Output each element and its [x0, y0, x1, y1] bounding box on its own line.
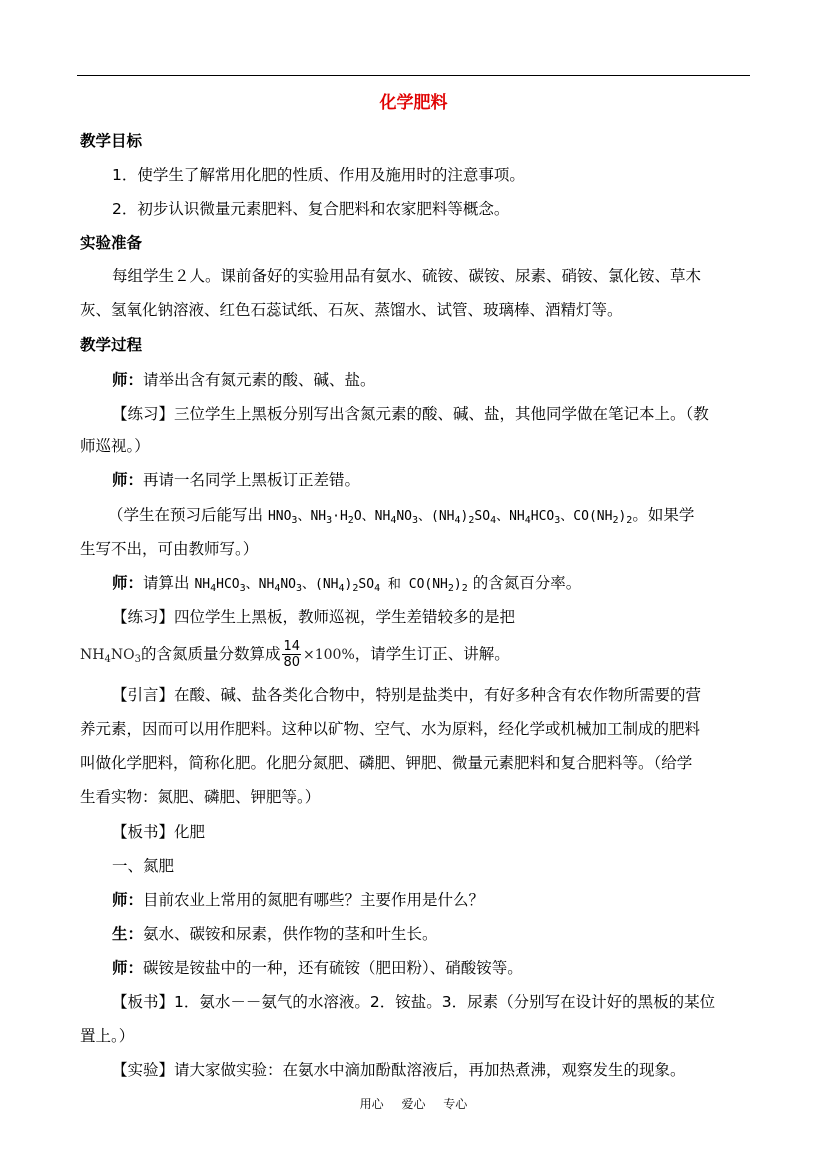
teacher-label: 师：	[112, 371, 144, 389]
paragraph-text: ，请学生订正、讲解。	[354, 645, 510, 663]
board-label: 【板书】	[112, 823, 175, 841]
paragraph-teacher-1	[112, 369, 376, 391]
header-rule	[77, 75, 750, 76]
teacher-label: 师：	[112, 891, 144, 909]
paragraph-board-2-cont: 置上。）	[80, 1027, 135, 1045]
paragraph-board-1	[112, 821, 205, 843]
section-heading-process: 教学过程	[80, 336, 143, 354]
paragraph-text: 。如果学	[632, 506, 695, 524]
practice-label: 【练习】	[112, 405, 175, 423]
chemical-formula-list: $HNO_3$、$NH_3\cdot H_2O$、$NH_4NO_3$、$(NH_4)_2SO_4$、$NH_4HCO_3$、$CO(NH_2)_2$	[267, 509, 633, 526]
paragraph-experiment	[112, 1059, 686, 1081]
paragraph-text: 三位学生上黑板分别写出含氮元素的酸、碱、盐，其他同学做在笔记本上。（教	[174, 405, 709, 423]
goal-item-1: 1．使学生了解常用化肥的性质、作用及施用时的注意事项。	[112, 166, 525, 184]
paragraph-teacher-3	[112, 572, 581, 596]
teacher-label: 师：	[112, 574, 144, 592]
paragraph-text: 的含氮质量分数算成	[140, 645, 281, 663]
paragraph-text: 在酸、碱、盐各类化合物中，特别是盐类中，有好多种含有农作物所需要的营	[174, 686, 702, 704]
paragraph-teacher-5	[112, 957, 523, 979]
paragraph-practice-2	[112, 606, 515, 628]
subheading-nitrogen: 一、氮肥	[112, 857, 175, 875]
formula-line	[80, 636, 510, 673]
paragraph-intro-4: 生看实物：氮肥、磷肥、钾肥等。）	[80, 788, 321, 806]
paragraph-formulas	[108, 504, 694, 528]
paragraph-text: 化肥	[174, 823, 206, 841]
paragraph-teacher-2	[112, 469, 360, 491]
student-label: 生：	[112, 925, 144, 943]
paragraph-teacher-4	[112, 889, 484, 911]
paragraph-text: 请算出	[143, 574, 195, 592]
paragraph-text: 的含氮百分率。	[467, 574, 582, 592]
paragraph-board-2	[112, 991, 715, 1013]
section-heading-prep: 实验准备	[80, 234, 143, 252]
paragraph-student-1	[112, 923, 438, 945]
practice-label: 【练习】	[112, 608, 175, 626]
paragraph-intro-3: 叫做化学肥料，简称化肥。化肥分氮肥、磷肥、钾肥、微量元素肥料和复合肥料等。（给学	[80, 754, 693, 772]
page-title: 化学肥料	[379, 93, 448, 113]
intro-label: 【引言】	[112, 686, 175, 704]
paragraph-text: 碳铵是铵盐中的一种，还有硫铵（肥田粉）、硝酸铵等。	[143, 959, 523, 977]
paragraph-text: 四位学生上黑板，教师巡视，学生差错较多的是把	[174, 608, 516, 626]
page-footer: 用心 爱心 专心	[359, 1097, 468, 1111]
paragraph-text: 1．氨水－－氨气的水溶液。2．铵盐。3．尿素（分别写在设计好的黑板的某位	[174, 993, 716, 1011]
prep-text-line-1: 每组学生２人。课前备好的实验用品有氨水、硫铵、碳铵、尿素、硝铵、氯化铵、草木	[112, 267, 702, 285]
paragraph-text: 请举出含有氮元素的酸、碱、盐。	[143, 371, 376, 389]
goal-item-2: 2．初步认识微量元素肥料、复合肥料和农家肥料等概念。	[112, 200, 510, 218]
prep-text-line-2: 灰、氢氧化钠溶液、红色石蕊试纸、石灰、蒸馏水、试管、玻璃棒、酒精灯等。	[80, 301, 623, 319]
paragraph-text: 氨水、碳铵和尿素，供作物的茎和叶生长。	[143, 925, 438, 943]
section-heading-goals: 教学目标	[80, 132, 143, 150]
paragraph-text: 请大家做实验：在氨水中滴加酚酞溶液后，再加热煮沸，观察发生的现象。	[174, 1061, 686, 1079]
paragraph-text: 目前农业上常用的氮肥有哪些？主要作用是什么？	[143, 891, 485, 909]
paragraph-intro-1	[112, 684, 701, 706]
paragraph-formulas-cont: 生写不出，可由教师写。）	[80, 540, 259, 558]
teacher-label: 师：	[112, 471, 144, 489]
paragraph-practice-1	[112, 403, 709, 425]
paragraph-intro-2: 养元素，因而可以用作肥料。这种以矿物、空气、水为原料，经化学或机械加工制成的肥料	[80, 720, 701, 738]
teacher-label: 师：	[112, 959, 144, 977]
experiment-label: 【实验】	[112, 1061, 175, 1079]
paragraph-text: 再请一名同学上黑板订正差错。	[143, 471, 361, 489]
fraction	[282, 639, 301, 670]
paragraph-practice-1-cont: 师巡视。）	[80, 437, 150, 455]
fraction-numerator: 14	[283, 639, 301, 654]
times-100-percent: ×100%	[303, 647, 355, 663]
chemical-formula-list: $NH_4HCO_3$、$NH_4NO_3$、$(NH_4)_2SO_4$ 和 $CO(NH_2)_2$	[194, 577, 468, 594]
paragraph-text: （学生在预习后能写出	[108, 506, 268, 524]
chemical-formula: $NH_4NO_3$	[80, 647, 141, 665]
board-label: 【板书】	[112, 993, 175, 1011]
fraction-denominator: 80	[283, 655, 301, 670]
